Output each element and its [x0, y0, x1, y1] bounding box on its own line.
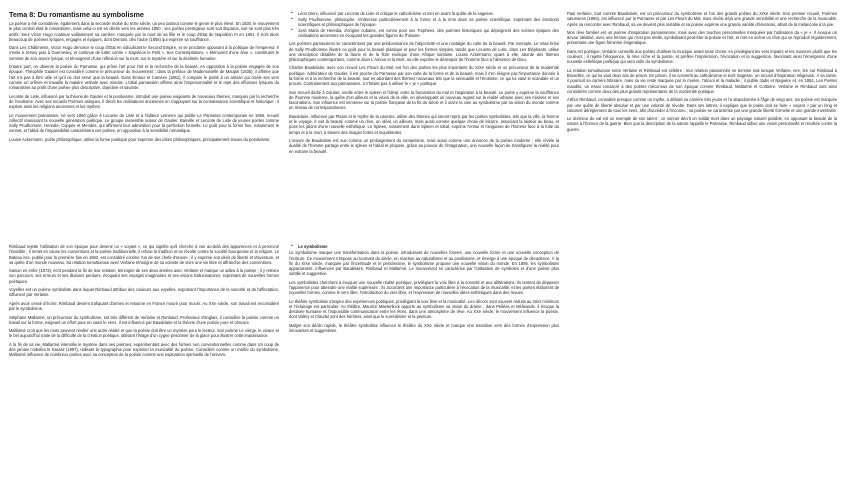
column-1-top: [9, 11, 279, 243]
paragraph: Le symbolisme marque une transformation dans la poésie, introduisant de nouvelles formes, une nouvelle forme et une nouvelle conception de l'écriture. Ce mouvement s'impose au tournant du siècle, en réaction au naturalisme et au positivisme, et émerge à une époque de décadence. À la fin du XIXe siècle, marquée par l'incertitude et le pessimisme, le symbolisme propose une nouvelle vision du monde. En 1886, les symbolistes apparaissent, influencés par Baudelaire, Rimbaud et Mallarmé. Le mouvement se caractérise par l'utilisation de symboles et d'une poésie plus subtile et suggestive.: [289, 250, 559, 277]
paragraph: Malgré son déclin rapide, le théâtre symboliste influence le théâtre du XXe siècle et marque une transition vers des formes d'expression plus innovantes et suggestives.: [289, 322, 559, 334]
paragraph: À la fin de sa vie, Mallarmé intensifie le mystère dans ses poèmes, expérimentant avec des formes non conventionnelles comme dans Un coup de dés jamais n'abolira le hasard (1897), utilisant la typographie pour exprimer la musicalité du poème. Considéré comme un maître du symbolisme, Mallarmé influence de nombreux poètes avec sa conception de la poésie comme une exploration spirituelle de l'univers.: [9, 341, 279, 358]
paragraph: L'œuvre de Baudelaire est vue comme un prolongement du romantisme, mais aussi comme une annonce de la poésie moderne ; elle révèle la dualité de l'homme partagé entre le spleen et l'idéal et propose, grâce au pouvoir de l'imagination, une nouvelle façon de transfigurer la réalité pour en extraire la beauté.: [289, 138, 559, 154]
paragraph: Le théâtre symboliste s'inspire des expériences poétiques, privilégiant la voix libre et la musicalité. Les décors sont souvent réduits au strict minimum et l'éclairage est particulier. Au théâtre, Maurice Maeterlinck apporte au symbolisme sa vision du drame ; dans Pelléas et Mélisande, il évoque la destinée humaine et l'impossible communication entre les êtres, dans une atmosphère de rêve. Au XXe siècle, le mouvement influence la poésie, dont Valéry et Claudel sont des héritiers, ainsi que le surréalisme et la peinture.: [289, 298, 559, 320]
paragraph: D'autre part, on observe la poésie du Parnasse, qui prône l'art pour l'art et la recherche de la beauté, en opposition à la poésie engagée de son époque. Théophile Gautier est considéré comme le précurseur du mouvement ; dans la préface de Mademoiselle de Maupin (1835), il affirme que l'art n'a pas à être utile et qu'il ne doit servir que la beauté. Dans Émaux et Camées (1852), il compare le poète à un artisan qui cisèle ses vers comme un orfèvre et travaille la matière verbale avec minutie. L'idéal parnassien affirme ainsi l'impersonnalité et le rejet des effusions lyriques du romantisme au profit d'une poésie plus descriptive, objective et savante.: [9, 64, 279, 91]
document-title: Tema 8: Du romantisme au symbolisme: [9, 11, 144, 19]
paragraph: Paul Verlaine, tout comme Baudelaire, est un précurseur du symbolisme et l'un des grands poètes du XIXe siècle. Son premier recueil, Poèmes saturniens (1866), est influencé par le Parnasse et par Les Fleurs du Mal, mais révèle déjà une grande sensibilité et une recherche de la musicalité. Après sa rencontre avec Rimbaud, sa vie devient plus instable et sa poésie exprime une grande variété d'émotions, allant de la mélancolie à la joie.: [567, 11, 837, 27]
paragraph: Rimbaud rejette l'utilisation de son époque pour devenir un « voyant », ce qui signifie qu'il cherche à voir au-delà des apparences et à percevoir l'invisible ; il remet en cause les conventions et la poésie traditionnelle, il refuse la tradition et se révolte contre la société bourgeoise et la religion. Le Bateau ivre, publié pour la première fois en 1883, est considéré comme l'un de ses chefs-d'œuvre ; il y exprime son désir de liberté et d'aventure, et sa quête d'un monde nouveau. Sa relation tumultueuse avec Verlaine témoigne de sa volonté de vivre une vie libre et affranchie des conventions.: [9, 244, 279, 265]
section-heading: • Le symbolisme: [289, 244, 559, 249]
paragraph: Saison en enfer (1873), écrit pendant la fin de leur relation, témoigne de ses deux années avec Verlaine et marque un adieu à la poésie ; il y retrace son parcours, ses erreurs et ses illusions perdues, évoquant ses voyages imaginaires et ses visions hallucinatoires, exprimant de nouvelles formes poétiques.: [9, 268, 279, 284]
paragraph: La poésie a été considérée, également dans la seconde moitié du XIXe siècle, un peu partout comme le genre le plus élevé. En 1830, le mouvement le plus central était le romantisme, mais celui-ci est en déclin vers les années 1850 : ses poètes prestigieux sont soit disparus, soit ne sont plus très actifs. Seul Victor Hugo continue vaillamment sa carrière, marquée par la mort de sa fille et le coup d'État de Napoléon III en 1851. Il écrit alors beaucoup de poèmes lyriques, engagés et épiques, dont Demain, dès l'aube (1856) qui exprime sa souffrance.: [9, 21, 279, 42]
paragraph: Stéphane Mallarmé, un précurseur du symbolisme, est très différent de Verlaine et Rimbaud. Professeur d'anglais, il considère la poésie comme un travail sur la forme, exigeant un effort pour en saisir le sens. Il est influencé par Baudelaire et la théorie d'une poésie pure et obscure.: [9, 314, 279, 325]
paragraph: Dans Art poétique, Verlaine conseille aux poètes d'utiliser la musique avant toute chose, en privilégiant les vers impairs et les nuances plutôt que les couleurs ; il rejette l'éloquence, la rime riche et la pointe, et préfère l'imprécision, l'évocation et la suggestion, favorisant ainsi l'émergence d'une nouvelle esthétique poétique qui sera celle du symbolisme.: [567, 48, 837, 65]
paragraph: Charles Baudelaire, avec son recueil Les Fleurs du Mal, est l'un des poètes les plus importants du XIXe siècle et un précurseur de la modernité poétique. Admirateur de Gautier, il est proche du Parnasse par son culte de la forme et de la beauté, mais il s'en éloigne par l'importance donnée à la forme et à la recherche de la beauté, tout en abordant des thèmes nouveaux tels que la sensualité et l'érotisme, ce qui lui valut le scandale et un procès. Contrairement aux parnassiens, il n'hésite pas à utiliser le « je » poétique.: [289, 65, 559, 87]
list-item: • Sully Prudhomme, philosophe, s'intéresse particulièrement à la forme et à la rime dans sa poésie scientifique, exprimant des émotions scientifiques et philosophiques de l'époque.: [298, 17, 559, 28]
bullet-list: [289, 11, 559, 38]
paragraph: Après avoir cessé d'écrire, Rimbaud devient trafiquant d'armes et retourne en France mourir pour mourir. Au XXe siècle, son travail est reconsidéré par le symbolisme.: [9, 300, 279, 312]
paragraph: Le dormeur du val est un exemple de son talent ; ce sonnet décrit un soldat mort dans un paysage naturel paisible, en opposant la beauté de la nature à l'horreur de la guerre. Bien que la description de la nature rappelle le Parnasse, Rimbaud utilise une vision personnelle et révoltée contre la guerre.: [567, 116, 837, 132]
paragraph: Son recueil dédié à Gautier, oscille entre le spleen et l'idéal, entre la fascination du mal et l'aspiration à la beauté. Le poète y exprime la souffrance de l'homme moderne, la quête d'un ailleurs et la vision de la ville, en développant un nouveau regard sur la réalité urbaine avec ses misères et ses fascinations. Son influence est immense sur la poésie française de la fin du siècle et il ouvre la voie au symbolisme par sa vision du monde comme un réseau de correspondances.: [289, 89, 559, 111]
paragraph: Arthur Rimbaud, considéré presque comme un mythe, a débuté sa carrière très jeune et l'a abandonnée à l'âge de vingt ans. Sa poésie est marquée par une quête de liberté absolue et par une volonté de révolte. Dans ses lettres, il explique que le poète doit se faire « voyant » par un long et raisonné dérèglement de tous les sens, afin d'accéder à l'inconnu ; sa poésie se caractérise par une grande liberté formelle et une grande inventivité.: [567, 97, 837, 113]
column-3-top: [567, 11, 837, 243]
paragraph: Leconte de Lisle, influencé par la théorie de Gautier et la positivisme, introduit une poésie exigeante de nouveaux thèmes, marqués par la recherche de l'exotisme. Avec ses recueils Poèmes antiques, il décrit les civilisations anciennes en s'appuyant sur la connaissance scientifique et historique ; il explore ainsi les religions anciennes et les mythes.: [9, 93, 279, 110]
column-2-top: [289, 11, 559, 243]
column-2-bottom: [289, 244, 559, 472]
list-item: • Léon Dierx, influencé par Leconte de Lisle et critique le catholicisme et met en avant la quête de la sagesse.: [298, 11, 559, 16]
paragraph: Le mouvement parnassien, né vers 1860 grâce à Leconte de Lisle et à l'éditeur Lemerre qui publie Le Parnasse contemporain en 1866, recueil collectif réunissant la nouvelle génération poétique. Le groupe rassemble autour de Gautier, Banville et Leconte de Lisle de jeunes poètes comme Sully Prudhomme, Heredia, Coppée et Mendès, qui affirment leur admiration pour la perfection formelle. Le goût pour la forme fixe, notamment le sonnet, et l'idéal de l'impassibilité caractérisent ces poètes, en opposition à la sensibilité romantique.: [9, 112, 279, 134]
paragraph: Dans Les Châtiments, Victor Hugo dénonce le coup d'État en ridiculisant le Second Empire, et se proclame opposant à la politique de l'empereur. Il s'exile à Jersey puis à Guernesey, et continue de lutter contre « Napoléon le Petit ». Ses Contemplations, « Mémoires d'une âme », constituent le sommet de son œuvre lyrique, et témoignent d'une réflexion sur la mort, sur le mystère et sur la destinée humaine.: [9, 45, 279, 61]
paragraph: Mon rêve familier est un poème d'inspiration parnassienne, mais avec des touches personnelles marquées par l'utilisation du « je ». Il évoque un amour idéalisé, avec une femme qui n'est pas réelle, symbolisant peut-être la poésie et l'art, et met en scène un rêve qui se reproduit régulièrement, présentant une figure féminine énigmatique.: [567, 29, 837, 46]
column-1-top-body: [9, 21, 279, 142]
paragraph: Voyelles est un poème symboliste dans lequel Rimbaud attribue des couleurs aux voyelles, exprimant l'importance de la sonorité et de l'affectation, influencé par Verlaine.: [9, 287, 279, 298]
paragraph: Les poèmes parnassiens se caractérisent par une prédominance de l'objectivité et une nostalgie du culte de la beauté. Par exemple, Le Vase brisé de Sully Prudhomme illustre ce goût pour la beauté plastique et pour les formes simples, tandis que Leconte de Lisle, dans Les Éléphants, utilise une description détaillée de la faune et de la flore exotique d'une Afrique lointaine. Louise Ackermann, quant à elle, aborde des thèmes philosophiques contemporains, comme dans L'Amour et la Mort, où elle exprime le désespoir de l'homme face à l'absence de Dieu.: [289, 41, 559, 62]
list-item: • José Maria de Heredia, d'origine cubaine, est connu pour ses Trophées, des poèmes historiques qui dépeignent des scènes épiques des civilisations anciennes en évoquant les grandes figures de l'histoire.: [298, 28, 559, 39]
paragraph: Louise Ackermann, poète philosophique, utilise la forme poétique pour exprimer des idées philosophiques, principalement issues du positivisme.: [9, 136, 271, 142]
paragraph: Les symbolistes cherchent à évoquer une nouvelle réalité poétique, privilégiant la voix libre à la sonorité et aux allitérations. Ils tentent de dépasser l'apparence pour atteindre une réalité supérieure ; ils accordent une importance particulière à l'évocation de la musicalité, et les poètes élaborent de nouvelles formes, comme le vers libre, l'introduction du vers libre, et l'expression de nouvelles idées esthétiques dans des revues.: [289, 279, 559, 296]
paragraph: Mallarmé croit que les mots peuvent révéler une autre réalité et que la poésie doit être un mystère pour le lecteur. Son poème Le vierge, le vivace et le bel aujourd'hui traite de la difficulté de la création poétique, utilisant l'image d'un cygne prisonnier de la glace pour illustrer cette impuissance.: [9, 328, 279, 339]
paragraph: La relation tumultueuse entre Verlaine et Rimbaud est célèbre ; leur relation passionnée se termine mal lorsque Verlaine, ivre, tire sur Rimbaud à Bruxelles, ce qui lui vaut deux ans de prison. En prison, il se convertit au catholicisme et écrit Sagesse, un recueil d'inspiration religieuse. À sa sortie, il poursuit sa carrière littéraire, mais sa vie reste marquée par la misère, l'alcool et la maladie ; il publie Jadis et Naguère et, en 1884, Les Poètes maudits, un essai consacré à des poètes méconnus de son époque comme Rimbaud, Mallarmé et Corbière. Verlaine et Rimbaud sont ainsi considérés comme deux des plus grands représentants de la modernité poétique.: [567, 67, 837, 94]
paragraph: Baudelaire, influencé par Platon et le mythe de la caverne, utilise des thèmes qui seront repris par les poètes symbolistes, tels que la ville, la femme et le voyage. Il voit la beauté comme un rêve, un idéal, un ailleurs, mais aussi comme quelque chose de bizarre, associant la laideur au beau, et pose les jalons d'une nouvelle esthétique. Le Spleen, notamment dans Spleen et Idéal, exprime l'ennui et l'angoisse de l'homme face à la fuite du temps et à la mort, à travers des images fortes et inquiétantes.: [289, 113, 559, 135]
column-1-bottom: [9, 244, 279, 472]
column-3-bottom: [567, 244, 837, 472]
